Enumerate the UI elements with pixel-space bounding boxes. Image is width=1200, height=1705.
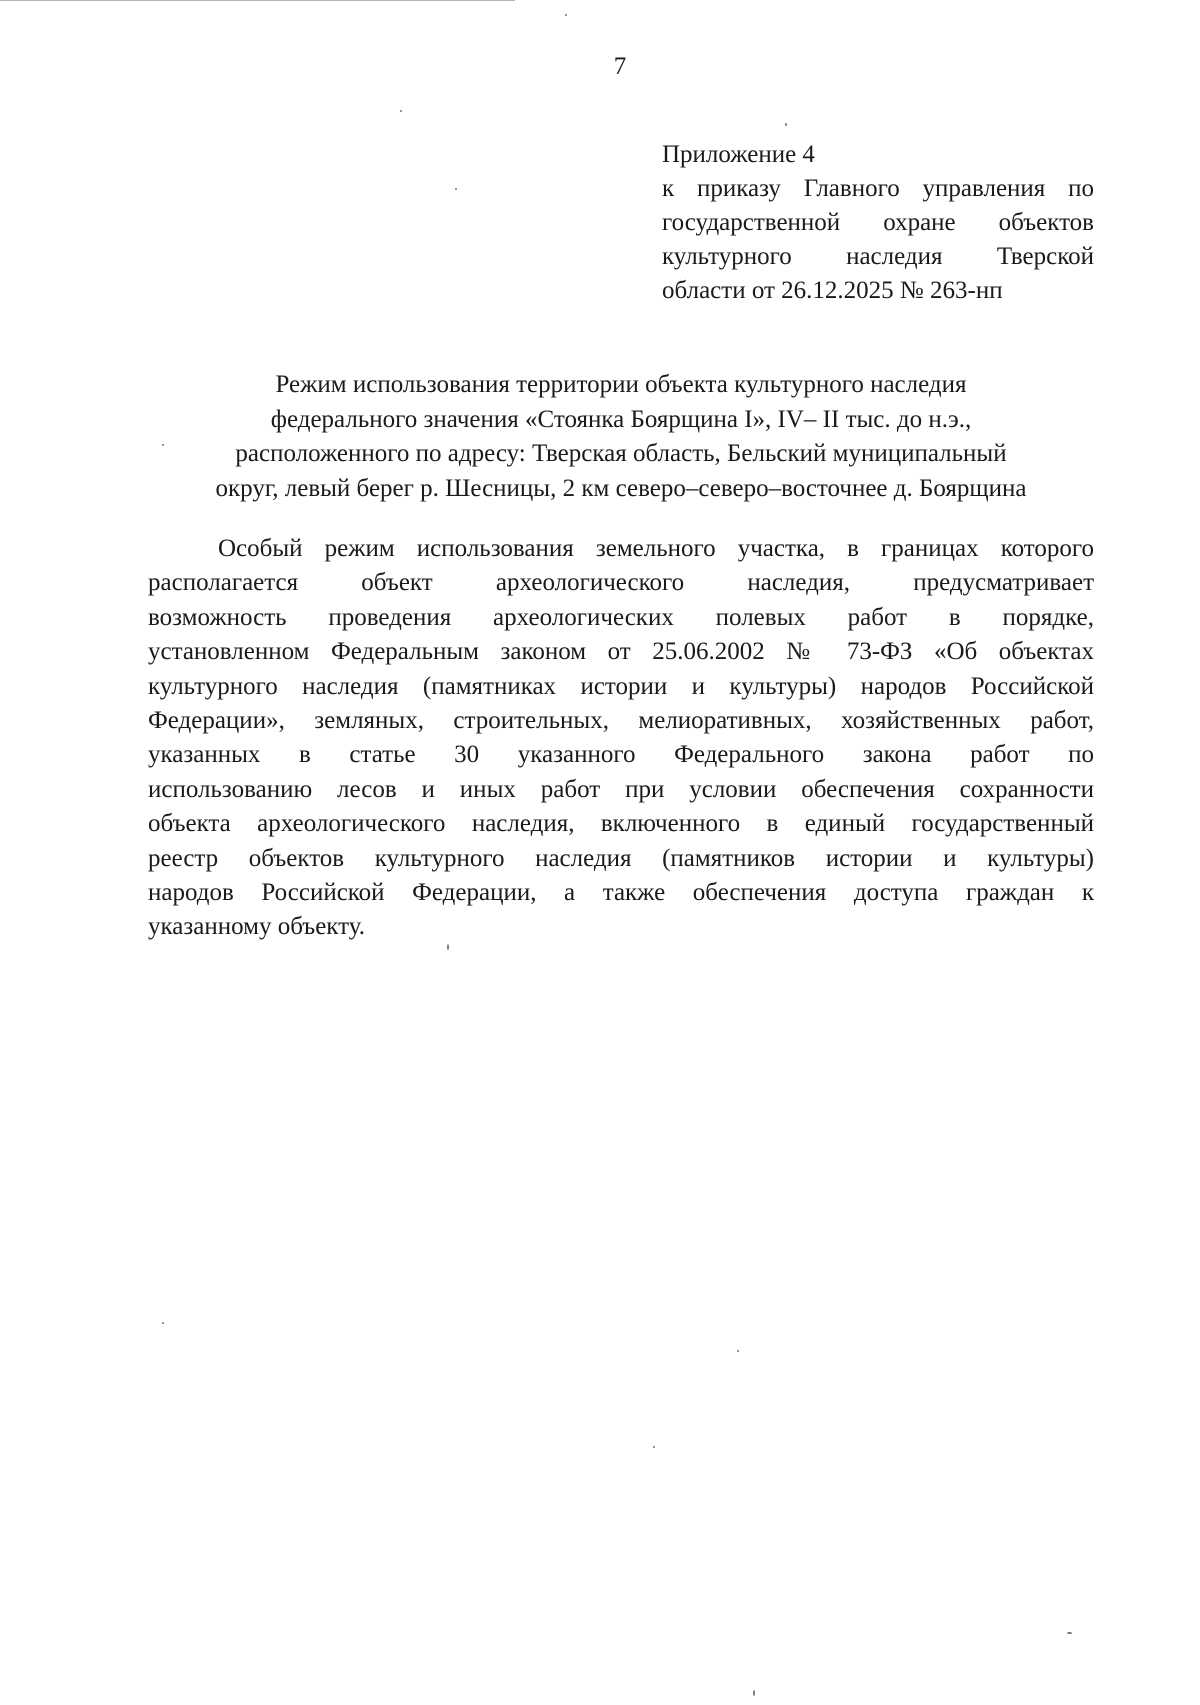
appendix-line: области от 26.12.2025 № 263-нп bbox=[662, 277, 1003, 304]
body-line: культурного наследия (памятниках истории и культуры) народов Российской bbox=[148, 672, 1094, 700]
body-paragraph bbox=[148, 532, 1094, 945]
scan-speck bbox=[455, 188, 457, 190]
scan-speck bbox=[1067, 1632, 1072, 1634]
scan-speck bbox=[653, 1446, 655, 1448]
page-number: 7 bbox=[613, 53, 627, 80]
scan-speck bbox=[162, 1322, 164, 1324]
body-line: возможность проведения археологических полевых работ в порядке, bbox=[148, 603, 1094, 631]
body-line: указанных в статье 30 указанного Федерального закона работ по bbox=[148, 741, 1094, 769]
body-line: указанному объекту. bbox=[148, 913, 365, 941]
appendix-line: государственной охране объектов bbox=[662, 209, 1094, 236]
scan-speck bbox=[753, 1690, 755, 1696]
body-line: Особый режим использования земельного участка, в границах которого bbox=[218, 535, 1094, 562]
body-line: реестр объектов культурного наследия (памятников истории и культуры) bbox=[148, 844, 1094, 872]
appendix-line: к приказу Главного управления по bbox=[662, 175, 1094, 202]
appendix-line: культурного наследия Тверской bbox=[662, 243, 1094, 270]
scan-speck bbox=[785, 123, 787, 126]
body-line: использованию лесов и иных работ при условии обеспечения сохранности bbox=[148, 775, 1094, 803]
scan-top-edge-line bbox=[0, 0, 515, 1]
title-line: федерального значения «Стоянка Боярщина I», IV– II тыс. до н.э., bbox=[270, 405, 972, 433]
title-line: расположенного по адресу: Тверская область, Бельский муниципальный bbox=[235, 440, 1007, 467]
body-line: Федерации», земляных, строительных, мелиоративных, хозяйственных работ, bbox=[148, 707, 1094, 735]
title-line: Режим использования территории объекта культурного наследия bbox=[275, 371, 967, 398]
body-line: установленном Федеральным законом от 25.06.2002 № 73-ФЗ «Об объектах bbox=[148, 638, 1094, 666]
scan-speck bbox=[400, 110, 402, 112]
body-line: народов Российской Федерации, а также обеспечения доступа граждан к bbox=[148, 879, 1094, 907]
title-line: округ, левый берег р. Шесницы, 2 км северо–северо–восточнее д. Боярщина bbox=[215, 474, 1027, 502]
appendix-header bbox=[662, 138, 1094, 308]
document-title bbox=[140, 368, 1102, 506]
appendix-line: Приложение 4 bbox=[662, 141, 815, 168]
body-line: объекта археологического наследия, включенного в единый государственный bbox=[148, 810, 1094, 838]
scan-speck bbox=[447, 944, 449, 950]
scan-speck bbox=[737, 1350, 739, 1352]
body-line: располагается объект археологического наследия, предусматривает bbox=[148, 569, 1094, 597]
scan-speck bbox=[565, 14, 567, 16]
